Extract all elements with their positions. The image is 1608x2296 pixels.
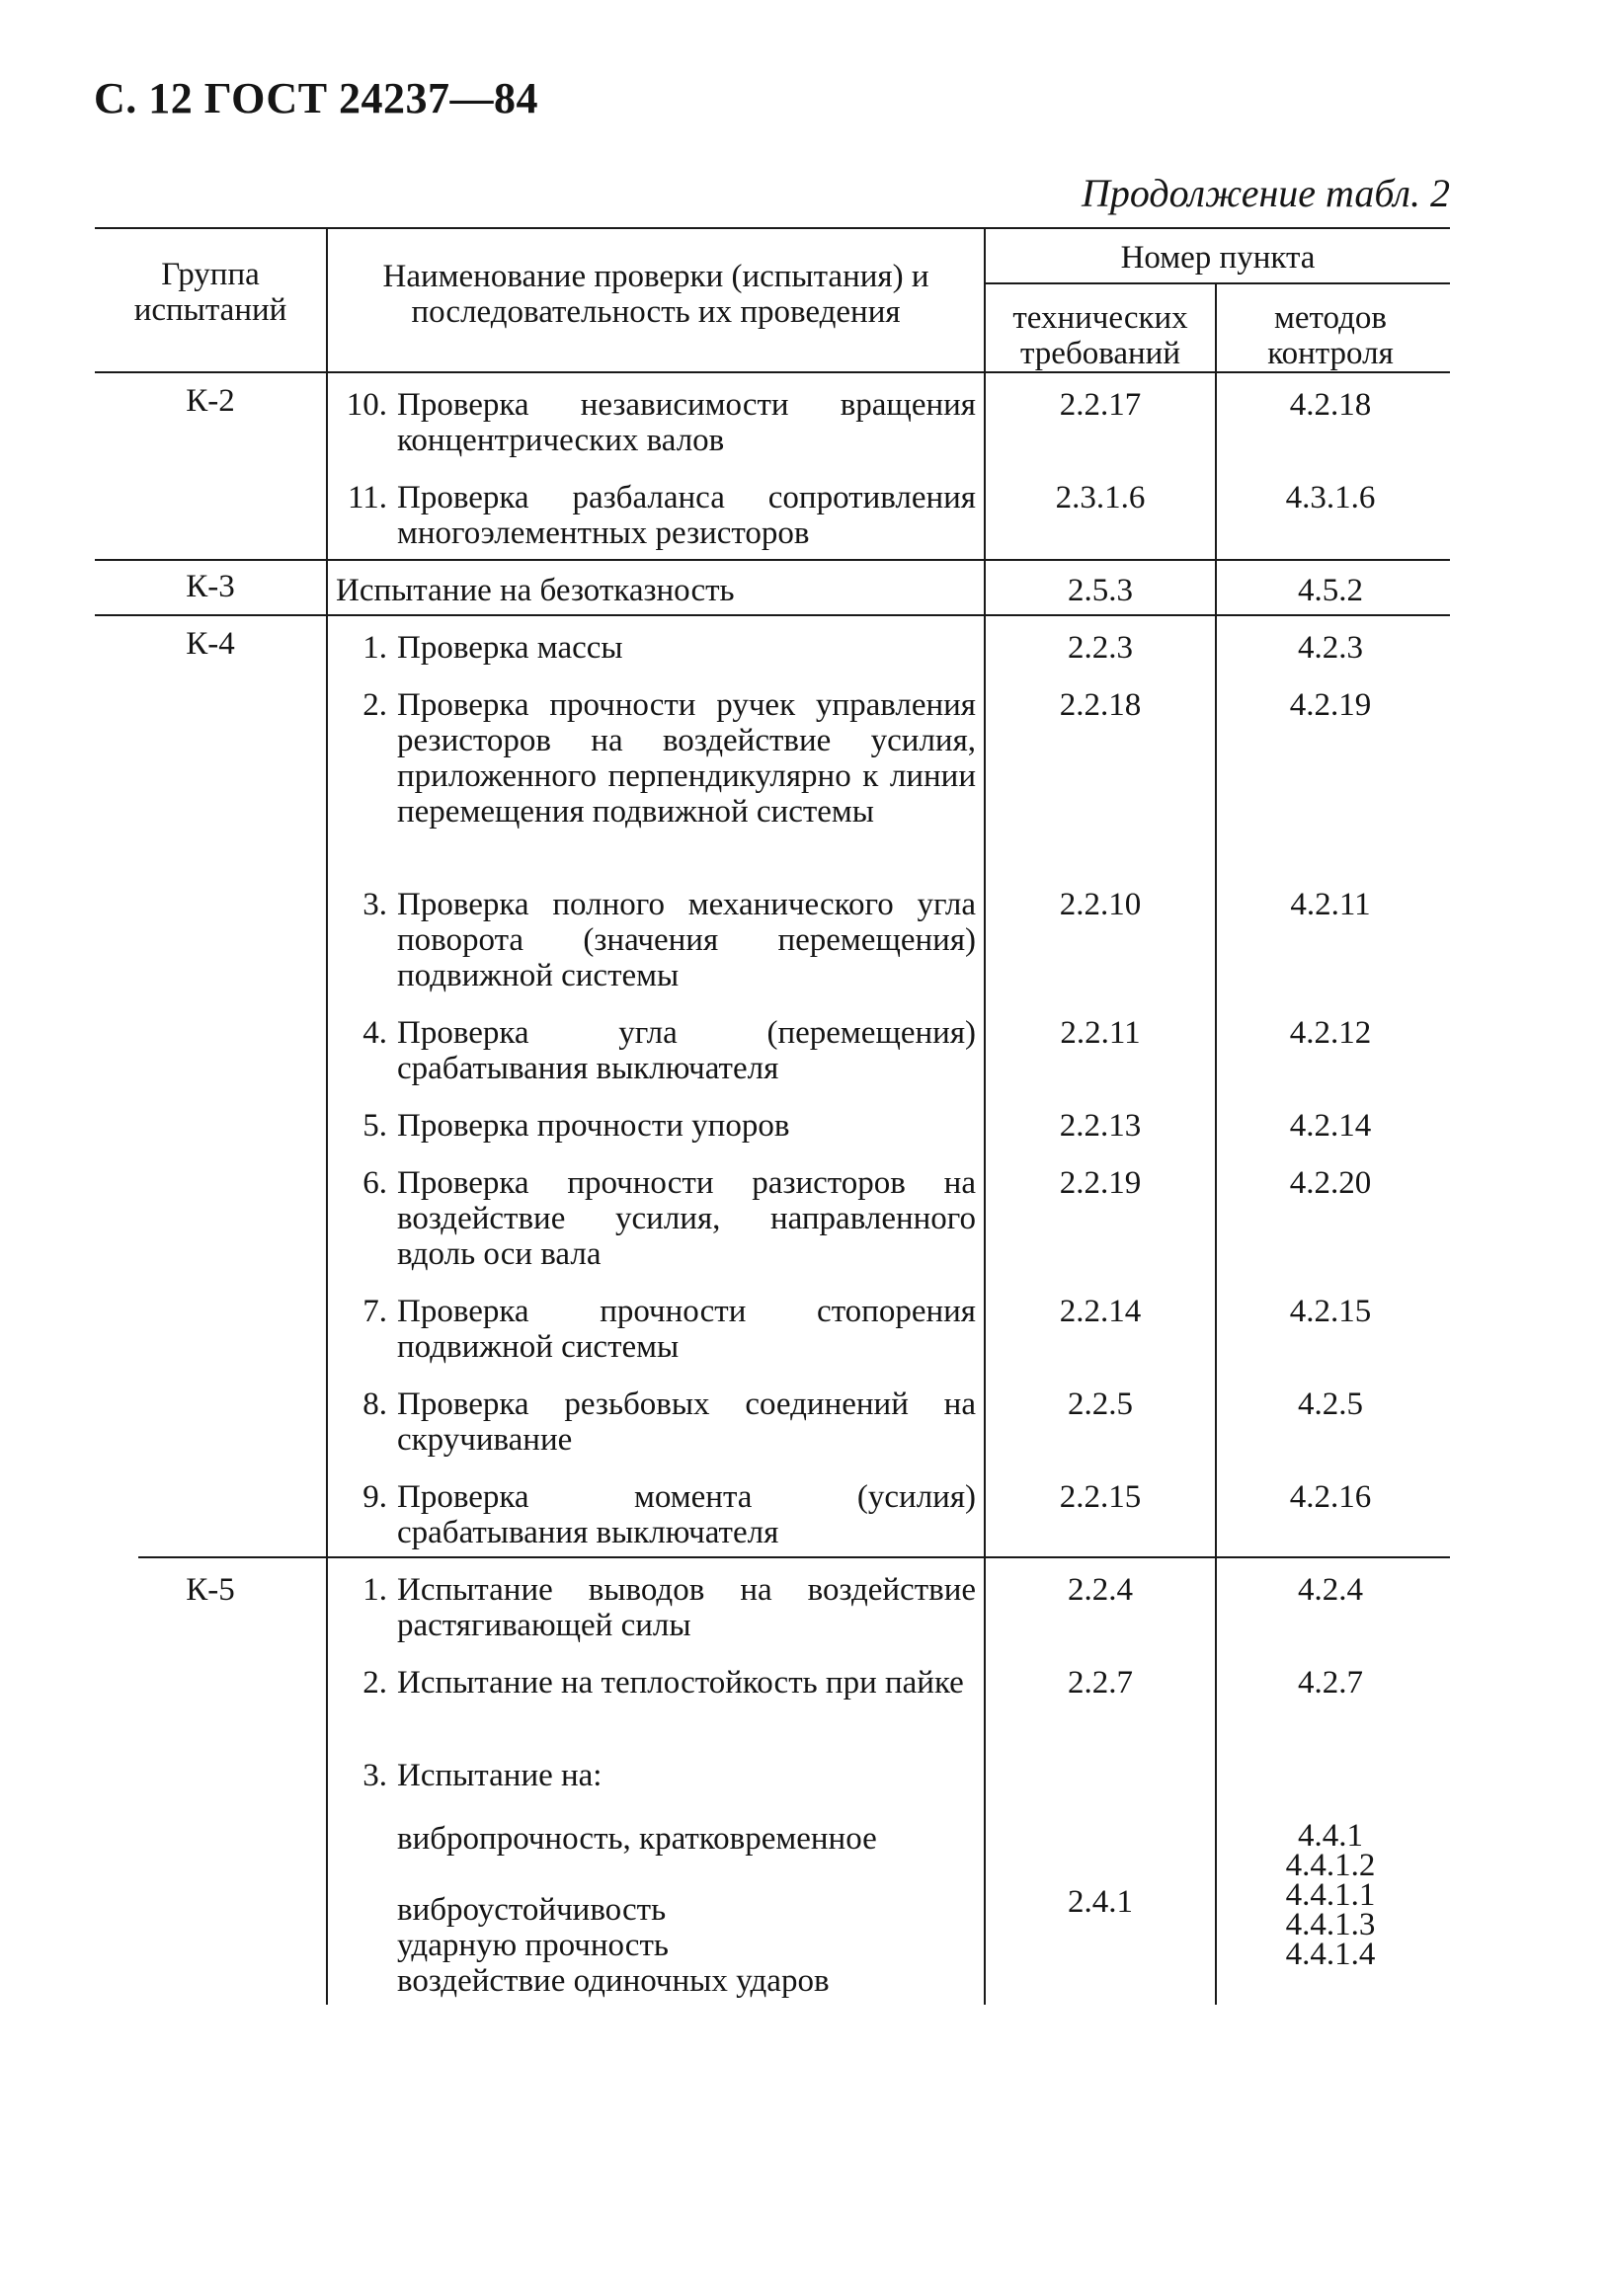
item-number: 5.: [362, 1108, 387, 1144]
item-text: Проверка прочности упоров: [397, 1108, 790, 1144]
method-ref: 4.3.1.6: [1285, 480, 1376, 515]
header-bottom-rule: [95, 371, 1450, 373]
sub-item: ударную прочность: [397, 1928, 669, 1963]
col-divider-3: [1215, 282, 1217, 2005]
item-text: Испытание на теплостойкость при пайке: [397, 1665, 964, 1701]
k4-bottom-rule: [138, 1556, 1450, 1558]
method-ref: 4.2.5: [1298, 1386, 1363, 1422]
tech-ref: 2.5.3: [1068, 573, 1133, 608]
item-number: 3.: [362, 887, 387, 922]
tech-ref: 2.2.13: [1059, 1108, 1142, 1144]
method-ref: 4.2.12: [1289, 1015, 1372, 1051]
tech-ref: 2.2.4: [1068, 1572, 1133, 1608]
item-text: Проверка прочности стопорения подвижной системы: [397, 1294, 976, 1365]
method-ref: 4.5.2: [1298, 573, 1363, 608]
tech-ref: 2.2.19: [1059, 1165, 1142, 1201]
tech-ref: 2.3.1.6: [1055, 480, 1146, 515]
item-text: Проверка резьбовых соединений на скручивание: [397, 1386, 976, 1458]
item-text: Проверка прочности ручек управления резисторов на воздействие усилия, приложенного перпендикулярно к линии перемещения подвижной системы: [397, 687, 976, 830]
item-number: 4.: [362, 1015, 387, 1051]
k3-bottom-rule: [95, 614, 1450, 616]
item-text: Проверка разбаланса сопротивления многоэлементных резисторов: [397, 480, 976, 551]
item-text: Испытание выводов на воздействие растягивающей силы: [397, 1572, 976, 1643]
group-label: К-3: [186, 569, 235, 604]
method-ref: 4.4.1: [1298, 1818, 1363, 1854]
method-ref: 4.2.3: [1298, 630, 1363, 666]
item-text: Проверка угла (перемещения) срабатывания выключателя: [397, 1015, 976, 1086]
sub-item: виброустойчивость: [397, 1892, 667, 1928]
tech-ref: 2.2.10: [1059, 887, 1142, 922]
table-caption: Продолжение табл. 2: [1081, 171, 1450, 215]
test-table: [95, 227, 1450, 2005]
item-number: 3.: [362, 1758, 387, 1793]
tech-ref: 2.2.3: [1068, 630, 1133, 666]
method-ref: 4.2.7: [1298, 1665, 1363, 1701]
method-ref: 4.2.20: [1289, 1165, 1372, 1201]
tech-ref: 2.2.11: [1060, 1015, 1141, 1051]
tech-ref: 2.2.15: [1059, 1479, 1142, 1515]
method-ref: 4.4.1.2: [1285, 1848, 1376, 1883]
tech-ref: 2.4.1: [1068, 1884, 1133, 1920]
col-header-methods: методов контроля: [1267, 300, 1394, 371]
item-number: 1.: [362, 1572, 387, 1608]
method-ref: 4.4.1.1: [1285, 1877, 1376, 1913]
item-text: Проверка независимости вращения концентрических валов: [397, 387, 976, 458]
tech-ref: 2.2.17: [1059, 387, 1142, 423]
tech-ref: 2.2.5: [1068, 1386, 1133, 1422]
k2-bottom-rule: [95, 559, 1450, 561]
method-ref: 4.2.18: [1289, 387, 1372, 423]
method-ref: 4.4.1.3: [1285, 1907, 1376, 1942]
item-number: 8.: [362, 1386, 387, 1422]
group-label: К-2: [186, 383, 235, 419]
table-top-rule: [95, 227, 1450, 229]
item-text: Проверка массы: [397, 630, 623, 666]
group-label: К-5: [186, 1572, 235, 1608]
col-divider-1: [326, 227, 328, 2005]
sub-item: вибропрочность, кратковременное: [397, 1821, 877, 1857]
col-header-name: Наименование проверки (испытания) и последовательность их проведения: [382, 259, 929, 330]
item-number: 7.: [362, 1294, 387, 1329]
method-ref: 4.2.19: [1289, 687, 1372, 723]
item-number: 6.: [362, 1165, 387, 1201]
header-subrule: [986, 282, 1450, 284]
method-ref: 4.2.14: [1289, 1108, 1372, 1144]
method-ref: 4.2.4: [1298, 1572, 1363, 1608]
method-ref: 4.2.16: [1289, 1479, 1372, 1515]
col-divider-2: [984, 227, 986, 2005]
item-number: 9.: [362, 1479, 387, 1515]
item-text: Проверка полного механического угла поворота (значения перемещения) подвижной системы: [397, 887, 976, 993]
method-ref: 4.4.1.4: [1285, 1937, 1376, 1972]
col-header-group: Группа испытаний: [133, 257, 287, 328]
item-number: 11.: [347, 480, 387, 515]
col-header-point: Номер пункта: [1120, 240, 1316, 276]
sub-item: воздействие одиночных ударов: [397, 1963, 830, 1999]
group-label: К-4: [186, 626, 235, 662]
col-header-tech: технических требований: [1012, 300, 1188, 371]
item-number: 1.: [362, 630, 387, 666]
item-number: 2.: [362, 687, 387, 723]
item-number: 2.: [362, 1665, 387, 1701]
page-header: С. 12 ГОСТ 24237—84: [94, 74, 539, 122]
method-ref: 4.2.15: [1289, 1294, 1372, 1329]
item-text: Проверка прочности разисторов на воздействие усилия, направленного вдоль оси вала: [397, 1165, 976, 1272]
item-text: Испытание на безотказность: [336, 573, 735, 608]
tech-ref: 2.2.14: [1059, 1294, 1142, 1329]
tech-ref: 2.2.18: [1059, 687, 1142, 723]
item-text: Проверка момента (усилия) срабатывания выключателя: [397, 1479, 976, 1550]
method-ref: 4.2.11: [1290, 887, 1371, 922]
tech-ref: 2.2.7: [1068, 1665, 1133, 1701]
item-number: 10.: [346, 387, 387, 423]
item-text: Испытание на:: [397, 1758, 603, 1793]
